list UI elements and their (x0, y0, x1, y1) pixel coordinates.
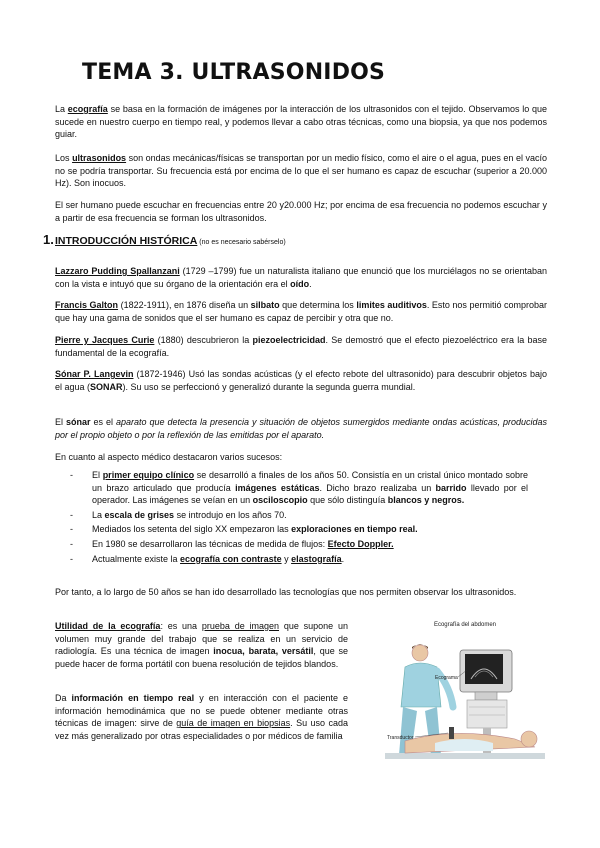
text: se basa en la formación de imágenes por la interacción de los ultrasonidos con el tejido. Observamos lo que sucede en nuestro cuerpo en tiempo real, y podemos llevar a cabo otras técnicas, como una biopsia, ya que nos podemos guiar. (55, 104, 548, 140)
term-equipo: primer equipo clínico (102, 470, 195, 480)
term-grises: escala de grises (104, 509, 175, 520)
term-inocua: inocua, barata, versátil (213, 646, 314, 657)
text: . Esto nos permitió comprobar que hay una gama de sonidos que el ser humano es capaz de percibir y otra que no. (55, 300, 548, 323)
text: Da (55, 693, 72, 703)
text: . (341, 553, 345, 564)
term-barrido: barrido (435, 482, 467, 493)
history-langevin (55, 368, 547, 393)
term-blancos: blancos y negros. (387, 495, 465, 506)
text: que supone un volumen muy grande del trabajo que se realiza en un servicio de radiología. Es una técnica de imagen (55, 621, 348, 657)
events-list (70, 469, 528, 567)
text: se introdujo en los años 70. (174, 509, 287, 520)
term-piezo: piezoelectricidad (252, 335, 326, 345)
text: (1872-1946) Usó las sondas acústicas (y el efecto rebote del ultrasonido) para descubrir objetos bajo el agua ( (55, 369, 547, 392)
text: son ondas mecánicas/físicas se transportan por un medio físico, como el aire o el agua, pues en el vacío no se podría transportar. Su frecuencia está por encima de lo que el ser humano es capaz de escuchar (superior a 20.000 Hz). Son inocuos. (55, 153, 548, 189)
label-ecograma: Ecograma (435, 675, 458, 681)
list-item (70, 509, 528, 522)
history-galton (55, 299, 547, 324)
section-title: INTRODUCCIÓN HISTÓRICA (55, 235, 198, 247)
term-osciloscopio: osciloscopio (252, 495, 308, 506)
name-langevin: Sónar P. Langevin (55, 369, 134, 379)
term-utilidad: Utilidad de la ecografía (55, 621, 161, 631)
text: (1822-1911), en 1876 diseña un (118, 300, 251, 310)
section-number: 1. (43, 232, 54, 247)
text: . Dicho brazo realizaba un (319, 482, 436, 493)
section-note: (no es necesario sabérselo) (197, 239, 286, 246)
text: y (281, 553, 292, 564)
text: . Se demostró que el efecto piezoeléctrico era la base fundamental de la ecografía. (55, 335, 547, 358)
text: (1729 –1799) fue un naturalista italiano que enunció que los murciélagos no se orientaban con la vista e intuyó que su órgano de la orientación era el (55, 266, 548, 289)
text: se desarrolló a finales de los años 50. Consistía en un cristal único montado sobre un brazo articulado que producía (92, 470, 528, 493)
term-sonar-acronym: SONAR (90, 381, 123, 392)
medical-intro: En cuanto al aspecto médico destacaron varios sucesos: (55, 452, 283, 462)
term-contraste: ecografía con contraste (180, 553, 282, 564)
list-item (70, 469, 528, 507)
text: La (92, 509, 105, 520)
ultrasound-scene-svg (365, 615, 545, 783)
name-curie: Pierre y Jacques Curie (55, 335, 155, 345)
text: El (55, 417, 66, 427)
term-tiempo-real: exploraciones en tiempo real. (291, 524, 418, 535)
list-item (70, 523, 528, 536)
text: llevado por el operador. Las imágenes se veían en un (92, 482, 529, 506)
term-doppler: Efecto Doppler. (327, 538, 394, 549)
term-limites: limites auditivos (356, 300, 427, 310)
list-item (70, 538, 528, 551)
term-sonar: sónar (66, 417, 91, 427)
text: Los (55, 153, 73, 163)
term-ultrasonidos: ultrasonidos (72, 153, 127, 163)
list-item (70, 553, 528, 566)
text: que sólo distinguía (307, 495, 388, 506)
term-info-tiempo-real: información en tiempo real (71, 693, 195, 703)
intro-paragraph-2 (55, 152, 547, 190)
text: : es una (160, 621, 202, 631)
history-spallanzani (55, 265, 547, 290)
name-galton: Francis Galton (55, 300, 119, 310)
figure-title: Ecografía del abdomen (433, 622, 497, 628)
term-oido: oído (290, 278, 310, 289)
intro-paragraph-3: El ser humano puede escuchar en frecuencias entre 20 y20.000 Hz; por encima de esa frecuencia no podemos escuchar y a partir de esa frecuencia se forman los ultrasonidos. (55, 200, 547, 223)
ultrasound-illustration (365, 615, 545, 783)
name-spallanzani: Lazzaro Pudding Spallanzani (55, 266, 180, 276)
term-elastografia: elastografía (291, 553, 342, 564)
text: que determina los (279, 300, 357, 310)
text: La (55, 104, 68, 114)
utility-paragraph-2 (55, 692, 348, 742)
text: . Su uso cada vez más generalizado por otras especialidades o por médicos de familia (55, 718, 349, 741)
label-transductor: Transductor (387, 735, 414, 741)
text: , que se puede hacer de forma portátil con buena resolución de tejidos blandos. (55, 646, 348, 669)
text: El (92, 470, 103, 480)
section-heading (55, 235, 286, 247)
text: (1880) descubrieron la (154, 335, 253, 345)
text: y en interacción con el paciente e información hemodinámica que no se puede obtener mediante otras técnicas de imagen: sirve de (55, 693, 348, 729)
text: ). Su uso se perfeccionó y generalizó durante la segunda guerra mundial. (122, 381, 416, 392)
sonar-definition (55, 416, 547, 441)
intro-paragraph-1 (55, 103, 547, 141)
text: Mediados los setenta del siglo XX empezaron las (92, 524, 292, 535)
page-title: TEMA 3. ULTRASONIDOS (82, 60, 386, 85)
text: . (309, 278, 312, 289)
term-silbato: silbato (250, 300, 280, 310)
term-prueba: prueba de imagen (201, 621, 280, 631)
text: En 1980 se desarrollaron las técnicas de medida de flujos: (92, 538, 328, 549)
term-estaticas: imágenes estáticas (235, 482, 320, 493)
utility-paragraph-1 (55, 620, 348, 670)
summary-paragraph: Por tanto, a lo largo de 50 años se han ido desarrollado las tecnologías que nos permiten observar los ultrasonidos. (55, 587, 517, 597)
text: es el (90, 417, 116, 427)
sonar-definition-text: aparato que detecta la presencia y situación de objetos sumergidos mediante ondas acústicas, producidas por el propio objeto o por la reflexión de las emitidas por el aparato. (55, 417, 548, 440)
term-guia: guía de imagen en biopsias (176, 718, 291, 729)
text: Actualmente existe la (92, 553, 181, 564)
history-curie (55, 334, 547, 359)
term-ecografia: ecografía (67, 104, 108, 114)
